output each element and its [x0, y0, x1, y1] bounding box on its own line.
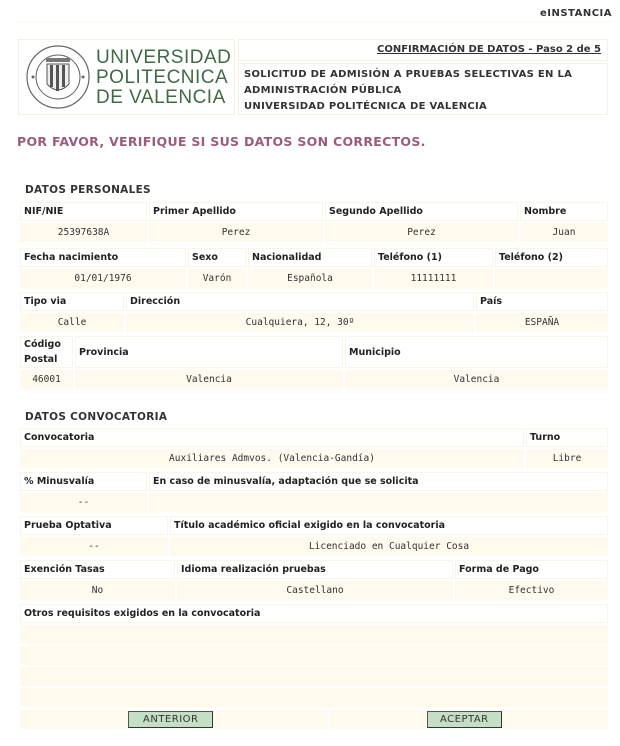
label-tipo-via: Tipo via [20, 292, 124, 311]
label-exencion-tasas: Exención Tasas [20, 560, 175, 579]
otros-requisitos-line [20, 688, 608, 707]
label-otros-requisitos: Otros requisitos exigidos en la convocatoria [20, 604, 608, 623]
label-provincia: Provincia [75, 336, 343, 368]
convocatoria-row-3 [18, 514, 610, 558]
value-tipo-via: Calle [20, 313, 124, 332]
value-municipio: Valencia [345, 370, 608, 389]
value-prueba-optativa: -- [20, 537, 168, 556]
label-codigo-postal: Código Postal [20, 336, 73, 368]
label-convocatoria: Convocatoria [20, 428, 524, 447]
value-telefono-1: 11111111 [374, 269, 493, 288]
otros-requisitos-line [20, 625, 608, 644]
value-codigo-postal: 46001 [20, 370, 73, 389]
label-pais: País [476, 292, 608, 311]
section-title-personal: DATOS PERSONALES [25, 184, 151, 196]
description-line-2: ADMINISTRACIÓN PÚBLICA [244, 85, 402, 96]
label-municipio: Municipio [345, 336, 608, 368]
description-line-1: SOLICITUD DE ADMISIÓN A PRUEBAS SELECTIVAS EN LA [244, 69, 573, 80]
label-turno: Turno [526, 428, 608, 447]
personal-row-3 [18, 290, 610, 334]
university-seal-icon [25, 44, 91, 110]
step-title: CONFIRMACIÓN DE DATOS - Paso 2 de 5 [376, 44, 601, 55]
label-titulo-academico: Título académico oficial exigido en la convocatoria [170, 516, 608, 535]
label-nombre: Nombre [520, 202, 608, 221]
value-titulo-academico: Licenciado en Cualquier Cosa [170, 537, 608, 556]
value-exencion-tasas: No [20, 581, 175, 600]
value-forma-pago: Efectivo [455, 581, 608, 600]
label-forma-pago: Forma de Pago [455, 560, 608, 579]
logo-line-3: DE VALENCIA [96, 87, 226, 108]
otros-requisitos [18, 602, 610, 709]
label-telefono-2: Teléfono (2) [495, 248, 608, 267]
previous-button-cell [20, 710, 328, 729]
label-telefono-1: Teléfono (1) [374, 248, 493, 267]
value-telefono-2 [495, 269, 608, 288]
value-nif: 25397638A [20, 223, 147, 242]
previous-button[interactable]: ANTERIOR [128, 711, 213, 728]
convocatoria-row-4 [18, 558, 610, 602]
value-minusvalia: -- [20, 493, 147, 512]
convocatoria-row-1 [18, 426, 610, 470]
label-segundo-apellido: Segundo Apellido [325, 202, 518, 221]
value-pais: ESPAÑA [476, 313, 608, 332]
value-sexo: Varón [188, 269, 246, 288]
logo-line-2: POLITECNICA [96, 67, 229, 88]
value-provincia: Valencia [75, 370, 343, 389]
accept-button[interactable]: ACEPTAR [427, 711, 502, 728]
button-bar [18, 708, 610, 731]
university-name [96, 48, 231, 108]
label-sexo: Sexo [188, 248, 246, 267]
otros-requisitos-line [20, 646, 608, 665]
description-line-3: UNIVERSIDAD POLITÉCNICA DE VALENCIA [244, 101, 488, 112]
label-adaptacion: En caso de minusvalía, adaptación que se solicita [149, 472, 608, 491]
label-idioma: Idioma realización pruebas [177, 560, 453, 579]
label-nif: NIF/NIE [20, 202, 147, 221]
label-direccion: Dirección [126, 292, 474, 311]
value-adaptacion [149, 493, 608, 512]
personal-row-2 [18, 246, 610, 290]
value-direccion: Cualquiera, 12, 30º [126, 313, 474, 332]
value-turno: Libre [526, 449, 608, 468]
value-primer-apellido: Perez [149, 223, 323, 242]
label-minusvalia: % Minusvalía [20, 472, 147, 491]
value-nombre: Juan [520, 223, 608, 242]
personal-row-4 [18, 334, 610, 391]
accept-button-cell [330, 710, 608, 729]
form-description [238, 63, 608, 115]
verify-message: POR FAVOR, VERIFIQUE SI SUS DATOS SON CORRECTOS. [17, 134, 426, 149]
step-header [238, 39, 608, 61]
value-segundo-apellido: Perez [325, 223, 518, 242]
label-fecha-nacimiento: Fecha nacimiento [20, 248, 186, 267]
value-nacionalidad: Española [248, 269, 372, 288]
label-nacionalidad: Nacionalidad [248, 248, 372, 267]
value-idioma: Castellano [177, 581, 453, 600]
label-prueba-optativa: Prueba Optativa [20, 516, 168, 535]
section-title-convocatoria: DATOS CONVOCATORIA [25, 411, 168, 423]
value-fecha-nacimiento: 01/01/1976 [20, 269, 186, 288]
convocatoria-row-2 [18, 470, 610, 514]
university-logo [18, 39, 235, 115]
personal-row-1 [18, 200, 610, 244]
otros-requisitos-line [20, 667, 608, 686]
logo-line-1: UNIVERSIDAD [96, 47, 232, 68]
header-divider [16, 21, 612, 22]
label-primer-apellido: Primer Apellido [149, 202, 323, 221]
value-convocatoria: Auxiliares Admvos. (Valencia-Gandía) [20, 449, 524, 468]
app-brand: eINSTANCIA [539, 8, 612, 19]
